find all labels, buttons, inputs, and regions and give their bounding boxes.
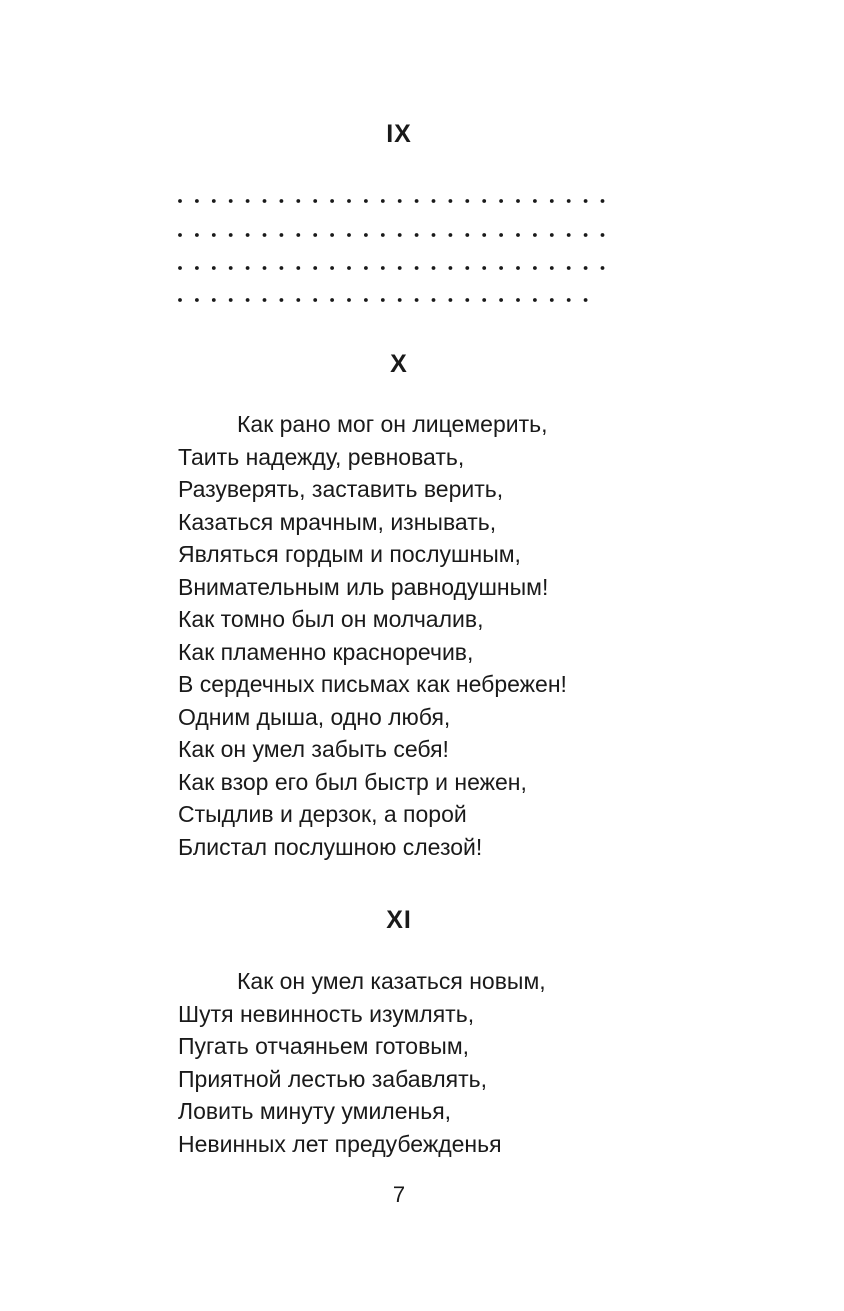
section-heading-ix: IX [386, 120, 412, 148]
verse-line: Как пламенно красноречив, [178, 638, 474, 665]
ellipsis-dot [465, 266, 469, 270]
ellipsis-dot [516, 233, 520, 237]
ellipsis-dot [330, 233, 334, 237]
ellipsis-dot [296, 199, 300, 203]
ellipsis-dot [263, 233, 267, 237]
ellipsis-dot [516, 266, 520, 270]
verse-line: Как томно был он молчалив, [178, 606, 484, 632]
ellipsis-dot [398, 199, 402, 203]
stanza-x [178, 408, 818, 863]
verse-line: Как он умел забыть себя! [178, 736, 449, 762]
ellipsis-dot [499, 298, 503, 302]
ellipsis-dot [280, 298, 284, 302]
verse-line: Являться гордым и послушным, [178, 541, 521, 567]
ellipsis-dot [212, 233, 216, 237]
ellipsis-dot [229, 199, 233, 203]
ellipsis-dot [296, 233, 300, 237]
ellipsis-dot [415, 199, 419, 203]
ellipsis-dot [432, 233, 436, 237]
ellipsis-dot [246, 298, 250, 302]
ellipsis-dot [195, 233, 199, 237]
ellipsis-dot [178, 199, 182, 203]
ellipsis-dot [330, 298, 334, 302]
ellipsis-dot [482, 199, 486, 203]
ellipsis-dot [195, 199, 199, 203]
ellipsis-dot [364, 298, 368, 302]
ellipsis-dot [330, 266, 334, 270]
ellipsis-dot [212, 266, 216, 270]
ellipsis-dot [482, 233, 486, 237]
ellipsis-dot [415, 266, 419, 270]
ellipsis-dot [246, 233, 250, 237]
ellipsis-dot [195, 266, 199, 270]
section-heading-x: X [390, 350, 408, 378]
ellipsis-dot [347, 233, 351, 237]
ellipsis-dot [533, 199, 537, 203]
ellipsis-dot [178, 233, 182, 237]
ellipsis-dot [550, 298, 554, 302]
ellipsis-dot [465, 233, 469, 237]
ellipsis-dot [432, 298, 436, 302]
verse-line: Ловить минуту умиленья, [178, 1098, 452, 1124]
ellipsis-dot [212, 298, 216, 302]
ellipsis-dot [567, 199, 571, 203]
ellipsis-dot [601, 199, 605, 203]
ellipsis-dot [280, 233, 284, 237]
ellipsis-dot [584, 266, 588, 270]
verse-line: В сердечных письмах как небрежен! [178, 671, 567, 697]
ellipsis-dot [550, 233, 554, 237]
ellipsis-dot [601, 266, 605, 270]
page-number: 7 [392, 1182, 406, 1207]
verse-line: Таить надежду, ревновать, [178, 443, 465, 470]
ellipsis-dot [499, 199, 503, 203]
ellipsis-dot [364, 199, 368, 203]
ellipsis-dot [246, 199, 250, 203]
verse-line: Разуверять, заставить верить, [178, 476, 504, 502]
ellipsis-dot [533, 233, 537, 237]
ellipsis-dot [381, 266, 385, 270]
ellipsis-dot [449, 199, 453, 203]
verse-line: Казаться мрачным, изнывать, [178, 508, 497, 535]
ellipsis-dot [280, 199, 284, 203]
stanza-xi [178, 965, 818, 1160]
ellipsis-dot [482, 298, 486, 302]
ellipsis-dot [567, 298, 571, 302]
ellipsis-dot [482, 266, 486, 270]
ellipsis-dot [516, 199, 520, 203]
ellipsis-dot [415, 233, 419, 237]
verse-line: Блистал послушною слезой! [178, 833, 483, 860]
ellipsis-dot [313, 199, 317, 203]
ellipsis-dot [432, 266, 436, 270]
ellipsis-dot [195, 298, 199, 302]
ellipsis-dot [330, 199, 334, 203]
ellipsis-dot [449, 233, 453, 237]
ellipsis-dot [499, 266, 503, 270]
ellipsis-dot [381, 199, 385, 203]
verse-line: Одним дыша, одно любя, [178, 703, 451, 730]
ellipsis-dot [229, 233, 233, 237]
ellipsis-dot [398, 233, 402, 237]
ellipsis-dot [212, 199, 216, 203]
verse-line: Стыдлив и дерзок, а порой [178, 801, 467, 827]
verse-line: Пугать отчаяньем готовым, [178, 1033, 470, 1059]
ellipsis-dot [364, 266, 368, 270]
ellipsis-dot [296, 266, 300, 270]
ellipsis-dot [364, 233, 368, 237]
omitted-stanza-dots [0, 0, 844, 320]
ellipsis-dot [178, 298, 182, 302]
ellipsis-dot [449, 266, 453, 270]
verse-line: Шутя невинность изумлять, [178, 1000, 475, 1027]
ellipsis-dot [465, 199, 469, 203]
ellipsis-dot [584, 233, 588, 237]
ellipsis-dot [415, 298, 419, 302]
ellipsis-dot [465, 298, 469, 302]
ellipsis-dot [567, 233, 571, 237]
ellipsis-dot [381, 233, 385, 237]
ellipsis-dot [347, 266, 351, 270]
ellipsis-dot [432, 199, 436, 203]
verse-line: Как он умел казаться новым, [237, 968, 546, 994]
ellipsis-dot [347, 199, 351, 203]
verse-line: Невинных лет предубежденья [178, 1130, 502, 1157]
ellipsis-dot [296, 298, 300, 302]
ellipsis-dot [398, 298, 402, 302]
ellipsis-dot [263, 199, 267, 203]
ellipsis-dot [398, 266, 402, 270]
ellipsis-dot [229, 298, 233, 302]
ellipsis-dot [567, 266, 571, 270]
ellipsis-dot [313, 233, 317, 237]
ellipsis-dot [550, 266, 554, 270]
ellipsis-dot [229, 266, 233, 270]
ellipsis-dot [381, 298, 385, 302]
ellipsis-dot [584, 199, 588, 203]
ellipsis-dot [313, 266, 317, 270]
verse-line: Приятной лестью забавлять, [178, 1065, 488, 1092]
ellipsis-dot [313, 298, 317, 302]
ellipsis-dot [280, 266, 284, 270]
ellipsis-dot [584, 298, 588, 302]
ellipsis-dot [263, 266, 267, 270]
ellipsis-dot [263, 298, 267, 302]
ellipsis-dot [516, 298, 520, 302]
ellipsis-dot [499, 233, 503, 237]
ellipsis-dot [601, 233, 605, 237]
section-heading-xi: XI [386, 906, 412, 934]
verse-line: Внимательным иль равнодушным! [178, 573, 549, 600]
verse-line: Как рано мог он лицемерить, [237, 411, 548, 437]
ellipsis-dot [533, 266, 537, 270]
ellipsis-dot [178, 266, 182, 270]
ellipsis-dot [533, 298, 537, 302]
ellipsis-dot [347, 298, 351, 302]
ellipsis-dot [246, 266, 250, 270]
ellipsis-dot [449, 298, 453, 302]
verse-line: Как взор его был быстр и нежен, [178, 768, 527, 795]
ellipsis-dot [550, 199, 554, 203]
